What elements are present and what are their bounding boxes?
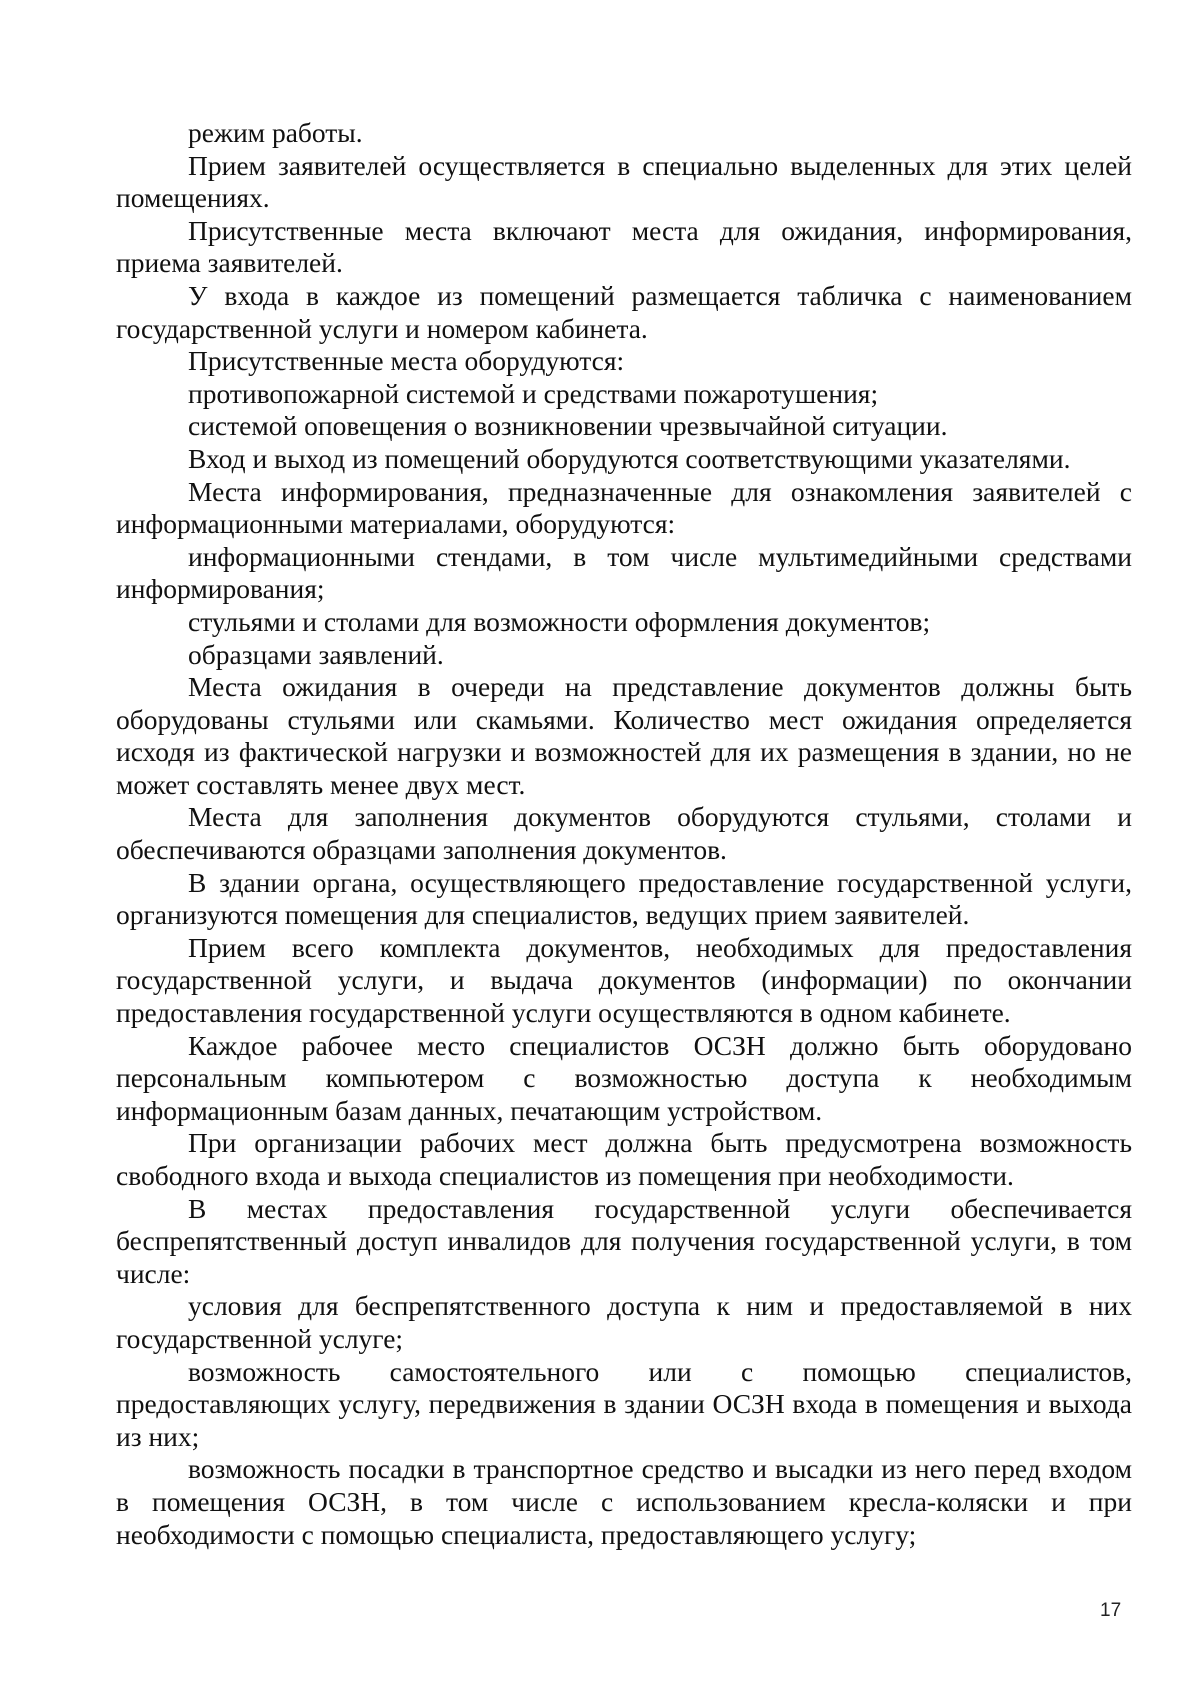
paragraph: противопожарной системой и средствами пожаротушения; (188, 377, 879, 409)
paragraph: возможность посадки в транспортное средство и высадки из него перед входом в помещения ОСЗН, в том числе с использованием кресла-коляски и при необходимости с помощью специалиста, предоставляющего услугу; (116, 1453, 1132, 1550)
paragraph: Прием всего комплекта документов, необходимых для предоставления государственной услуги, и выдача документов (информации) по окончании предоставления государственной услуги осуществляются в одном кабинете. (116, 931, 1132, 1029)
paragraph: У входа в каждое из помещений размещается табличка с наименованием государственной услуги и номером кабинета. (116, 279, 1132, 344)
paragraph: системой оповещения о возникновении чрезвычайной ситуации. (188, 410, 948, 442)
paragraph: образцами заявлений. (188, 638, 444, 670)
document-body (116, 117, 1132, 1551)
paragraph: Места для заполнения документов оборудуются стульями, столами и обеспечиваются образцами заполнения документов. (116, 801, 1132, 866)
paragraph: возможность самостоятельного или с помощью специалистов, предоставляющих услугу, передвижения в здании ОСЗН входа в помещения и выхода из них; (116, 1355, 1132, 1452)
paragraph: информационными стендами, в том числе мультимедийными средствами информирования; (116, 540, 1132, 605)
paragraph: Прием заявителей осуществляется в специально выделенных для этих целей помещениях. (116, 149, 1132, 214)
paragraph: Присутственные места включают места для ожидания, информирования, приема заявителей. (116, 214, 1132, 279)
paragraph: При организации рабочих мест должна быть предусмотрена возможность свободного входа и выхода специалистов из помещения при необходимости. (116, 1127, 1132, 1191)
page-number: 17 (1100, 1600, 1122, 1621)
paragraph: Каждое рабочее место специалистов ОСЗН должно быть оборудовано персональным компьютером с возможностью доступа к необходимым информационным базам данных, печатающим устройством. (116, 1029, 1132, 1126)
paragraph: Места информирования, предназначенные для ознакомления заявителей с информационными материалами, оборудуются: (116, 475, 1132, 540)
paragraph: режим работы. (188, 117, 363, 148)
paragraph: В здании органа, осуществляющего предоставление государственной услуги, организуются помещения для специалистов, ведущих прием заявителей. (116, 866, 1132, 931)
paragraph: Присутственные места оборудуются: (188, 345, 625, 377)
paragraph: стульями и столами для возможности оформления документов; (188, 605, 931, 637)
paragraph: Места ожидания в очереди на представление документов должны быть оборудованы стульями или скамьями. Количество мест ожидания определяется исходя из фактической нагрузки и возможностей для их размещения в здании, но не может составлять менее двух мест. (116, 671, 1132, 800)
paragraph: Вход и выход из помещений оборудуются соответствующими указателями. (188, 442, 1071, 474)
paragraph: условия для беспрепятственного доступа к ним и предоставляемой в них государственной услуге; (116, 1290, 1132, 1354)
paragraph: В местах предоставления государственной услуги обеспечивается беспрепятственный доступ инвалидов для получения государственной услуги, в том числе: (116, 1192, 1132, 1289)
